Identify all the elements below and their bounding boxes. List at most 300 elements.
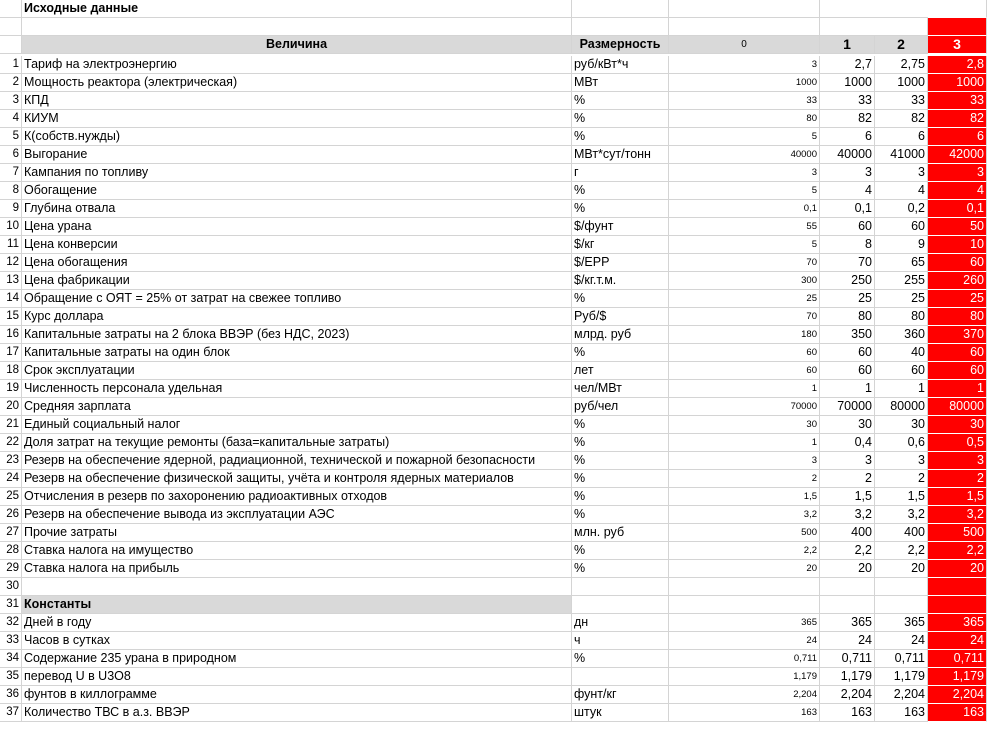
row-unit[interactable]: руб/кВт*ч [572, 56, 669, 74]
value-col0[interactable]: 0,1 [669, 200, 820, 218]
value-col2[interactable]: 4 [875, 182, 928, 200]
value-col2[interactable] [875, 578, 928, 596]
row-unit[interactable]: % [572, 290, 669, 308]
section-row [0, 596, 987, 614]
value-col3[interactable]: 0,5 [928, 434, 987, 452]
row-name[interactable]: Отчисления в резерв по захоронению радиоактивных отходов [22, 488, 572, 506]
row-unit[interactable]: % [572, 416, 669, 434]
row-name[interactable]: Прочие затраты [22, 524, 572, 542]
row-number[interactable]: 11 [0, 236, 22, 254]
value-col2[interactable]: 365 [875, 614, 928, 632]
value-col2[interactable]: 2,75 [875, 56, 928, 74]
row-unit[interactable] [572, 596, 669, 614]
row-name[interactable]: Выгорание [22, 146, 572, 164]
value-col1[interactable]: 82 [820, 110, 875, 128]
value-col2[interactable]: 60 [875, 218, 928, 236]
value-col3[interactable]: 25 [928, 290, 987, 308]
row-name[interactable]: Глубина отвала [22, 200, 572, 218]
row-name[interactable]: Часов в сутках [22, 632, 572, 650]
row-number[interactable]: 25 [0, 488, 22, 506]
row-unit[interactable]: ч [572, 632, 669, 650]
row-number[interactable]: 18 [0, 362, 22, 380]
value-col3[interactable]: 370 [928, 326, 987, 344]
value-col3[interactable]: 80000 [928, 398, 987, 416]
row-name[interactable]: Капитальные затраты на один блок [22, 344, 572, 362]
value-col1[interactable]: 40000 [820, 146, 875, 164]
value-col2[interactable]: 163 [875, 704, 928, 722]
value-col2[interactable]: 41000 [875, 146, 928, 164]
value-col0[interactable]: 365 [669, 614, 820, 632]
row-number[interactable]: 29 [0, 560, 22, 578]
value-col0[interactable]: 20 [669, 560, 820, 578]
row-name[interactable]: Обращение с ОЯТ = 25% от затрат на свежее топливо [22, 290, 572, 308]
value-col3[interactable]: 80 [928, 308, 987, 326]
value-col0[interactable]: 3 [669, 452, 820, 470]
value-col1[interactable] [820, 596, 875, 614]
row-number[interactable]: 20 [0, 398, 22, 416]
header-col3[interactable]: 3 [928, 36, 987, 54]
row-number[interactable]: 26 [0, 506, 22, 524]
value-col2[interactable]: 24 [875, 632, 928, 650]
value-col0[interactable]: 33 [669, 92, 820, 110]
value-col1[interactable]: 60 [820, 218, 875, 236]
row-number[interactable]: 3 [0, 92, 22, 110]
row-unit[interactable]: млн. руб [572, 524, 669, 542]
value-col0[interactable]: 60 [669, 344, 820, 362]
value-col1[interactable]: 6 [820, 128, 875, 146]
row-number[interactable]: 22 [0, 434, 22, 452]
value-col2[interactable]: 3 [875, 452, 928, 470]
row-name[interactable]: Капитальные затраты на 2 блока ВВЭР (без НДС, 2023) [22, 326, 572, 344]
value-col0[interactable]: 2,204 [669, 686, 820, 704]
value-col0[interactable]: 70000 [669, 398, 820, 416]
row-unit[interactable] [572, 578, 669, 596]
row-name[interactable]: Дней в году [22, 614, 572, 632]
row-number[interactable]: 13 [0, 272, 22, 290]
row-name[interactable]: Кампания по топливу [22, 164, 572, 182]
row-unit[interactable]: руб/чел [572, 398, 669, 416]
value-col1[interactable]: 1000 [820, 74, 875, 92]
row-number[interactable]: 14 [0, 290, 22, 308]
value-col3[interactable]: 0,1 [928, 200, 987, 218]
row-name[interactable]: Количество ТВС в а.з. ВВЭР [22, 704, 572, 722]
value-col3[interactable] [928, 578, 987, 596]
value-col2[interactable]: 9 [875, 236, 928, 254]
table-row [0, 362, 987, 380]
value-col0[interactable]: 1,179 [669, 668, 820, 686]
value-col1[interactable]: 4 [820, 182, 875, 200]
value-col2[interactable]: 1000 [875, 74, 928, 92]
row-name[interactable]: Единый социальный налог [22, 416, 572, 434]
row-number[interactable]: 1 [0, 56, 22, 74]
value-col1[interactable]: 1,5 [820, 488, 875, 506]
value-col0[interactable]: 5 [669, 128, 820, 146]
value-col1[interactable]: 0,4 [820, 434, 875, 452]
value-col2[interactable]: 2 [875, 470, 928, 488]
header-unit[interactable]: Размерность [572, 36, 669, 54]
value-col1[interactable]: 1 [820, 380, 875, 398]
value-col3[interactable]: 10 [928, 236, 987, 254]
header-col0[interactable]: 0 [669, 36, 820, 54]
value-col2[interactable]: 80000 [875, 398, 928, 416]
row-name[interactable]: Резерв на обеспечение вывода из эксплуатации АЭС [22, 506, 572, 524]
value-col1[interactable]: 70000 [820, 398, 875, 416]
table-row [0, 128, 987, 146]
cell[interactable] [928, 0, 987, 18]
value-col2[interactable]: 0,711 [875, 650, 928, 668]
value-col3[interactable]: 2,204 [928, 686, 987, 704]
row-name[interactable]: Срок эксплуатации [22, 362, 572, 380]
value-col0[interactable]: 3,2 [669, 506, 820, 524]
row-number[interactable]: 35 [0, 668, 22, 686]
value-col2[interactable]: 255 [875, 272, 928, 290]
value-col1[interactable]: 60 [820, 344, 875, 362]
row-number[interactable]: 4 [0, 110, 22, 128]
value-col0[interactable] [669, 596, 820, 614]
table-row [0, 56, 987, 74]
value-col1[interactable]: 20 [820, 560, 875, 578]
value-col0[interactable]: 2 [669, 470, 820, 488]
cell[interactable] [875, 18, 928, 36]
row-number[interactable]: 34 [0, 650, 22, 668]
table-row [0, 632, 987, 650]
row-number[interactable]: 28 [0, 542, 22, 560]
value-col2[interactable]: 60 [875, 362, 928, 380]
value-col2[interactable]: 1,179 [875, 668, 928, 686]
value-col2[interactable]: 0,2 [875, 200, 928, 218]
value-col0[interactable]: 30 [669, 416, 820, 434]
value-col3[interactable]: 365 [928, 614, 987, 632]
value-col2[interactable]: 40 [875, 344, 928, 362]
row-unit[interactable]: Руб/$ [572, 308, 669, 326]
cell[interactable] [572, 18, 669, 36]
value-col0[interactable]: 3 [669, 56, 820, 74]
row-name[interactable]: КПД [22, 92, 572, 110]
table-row [0, 290, 987, 308]
table-row [0, 74, 987, 92]
value-col1[interactable]: 80 [820, 308, 875, 326]
value-col1[interactable]: 163 [820, 704, 875, 722]
row-unit[interactable]: % [572, 182, 669, 200]
table-row [0, 92, 987, 110]
row-name[interactable]: К(собств.нужды) [22, 128, 572, 146]
value-col0[interactable]: 5 [669, 236, 820, 254]
value-col0[interactable]: 1 [669, 434, 820, 452]
cell[interactable] [820, 18, 875, 36]
value-col1[interactable]: 350 [820, 326, 875, 344]
row-number[interactable]: 6 [0, 146, 22, 164]
value-col3[interactable]: 4 [928, 182, 987, 200]
row-name[interactable]: Численность персонала удельная [22, 380, 572, 398]
row-unit[interactable]: % [572, 470, 669, 488]
value-col1[interactable]: 400 [820, 524, 875, 542]
row-name[interactable]: Резерв на обеспечение ядерной, радиационной, технической и пожарной безопасности [22, 452, 572, 470]
table-row [0, 218, 987, 236]
cell[interactable] [22, 18, 572, 36]
value-col2[interactable]: 80 [875, 308, 928, 326]
value-col0[interactable]: 80 [669, 110, 820, 128]
value-col0[interactable]: 5 [669, 182, 820, 200]
value-col3[interactable]: 0,711 [928, 650, 987, 668]
value-col0[interactable]: 24 [669, 632, 820, 650]
value-col3[interactable]: 3 [928, 164, 987, 182]
table-row [0, 650, 987, 668]
value-col1[interactable] [820, 578, 875, 596]
value-col2[interactable]: 1,5 [875, 488, 928, 506]
row-unit[interactable]: млрд. руб [572, 326, 669, 344]
row-name[interactable]: Ставка налога на имущество [22, 542, 572, 560]
value-col2[interactable]: 1 [875, 380, 928, 398]
row-unit[interactable]: МВт [572, 74, 669, 92]
row-unit[interactable]: дн [572, 614, 669, 632]
table-row [0, 380, 987, 398]
value-col1[interactable]: 70 [820, 254, 875, 272]
value-col0[interactable]: 70 [669, 308, 820, 326]
value-col3[interactable]: 30 [928, 416, 987, 434]
value-col3[interactable]: 2,8 [928, 56, 987, 74]
row-number[interactable]: 7 [0, 164, 22, 182]
value-col3[interactable]: 82 [928, 110, 987, 128]
value-col2[interactable]: 30 [875, 416, 928, 434]
value-col0[interactable]: 60 [669, 362, 820, 380]
row-name[interactable]: Содержание 235 урана в природном [22, 650, 572, 668]
value-col2[interactable]: 360 [875, 326, 928, 344]
cell[interactable] [928, 18, 987, 36]
value-col3[interactable]: 60 [928, 254, 987, 272]
row-unit[interactable]: % [572, 542, 669, 560]
row-number[interactable]: 32 [0, 614, 22, 632]
value-col3[interactable]: 2 [928, 470, 987, 488]
value-col1[interactable]: 0,711 [820, 650, 875, 668]
value-col3[interactable]: 3 [928, 452, 987, 470]
value-col1[interactable]: 2,2 [820, 542, 875, 560]
row-unit[interactable]: $/кг.т.м. [572, 272, 669, 290]
value-col1[interactable]: 2 [820, 470, 875, 488]
row-name[interactable]: КИУМ [22, 110, 572, 128]
value-col0[interactable]: 1,5 [669, 488, 820, 506]
value-col2[interactable]: 82 [875, 110, 928, 128]
table-row [0, 488, 987, 506]
row-name[interactable]: перевод U в U3O8 [22, 668, 572, 686]
table-row [0, 614, 987, 632]
value-col2[interactable]: 20 [875, 560, 928, 578]
value-col2[interactable]: 2,204 [875, 686, 928, 704]
row-unit[interactable]: % [572, 434, 669, 452]
row-unit[interactable]: % [572, 650, 669, 668]
value-col3[interactable]: 20 [928, 560, 987, 578]
row-name[interactable]: Цена обогащения [22, 254, 572, 272]
row-name[interactable]: Средняя зарплата [22, 398, 572, 416]
value-col3[interactable] [928, 596, 987, 614]
row-number[interactable]: 37 [0, 704, 22, 722]
row-name[interactable]: Тариф на электроэнергию [22, 56, 572, 74]
value-col1[interactable]: 30 [820, 416, 875, 434]
row-unit[interactable]: чел/МВт [572, 380, 669, 398]
row-number[interactable] [0, 0, 22, 18]
row-unit[interactable] [572, 668, 669, 686]
row-number[interactable]: 5 [0, 128, 22, 146]
value-col3[interactable]: 1,5 [928, 488, 987, 506]
row-name[interactable]: Курс доллара [22, 308, 572, 326]
row-unit[interactable]: $/кг [572, 236, 669, 254]
value-col1[interactable]: 3,2 [820, 506, 875, 524]
value-col3[interactable]: 1 [928, 380, 987, 398]
value-col0[interactable]: 1000 [669, 74, 820, 92]
row-unit[interactable]: % [572, 560, 669, 578]
value-col1[interactable]: 2,204 [820, 686, 875, 704]
cell[interactable] [669, 18, 820, 36]
row-unit[interactable]: $/фунт [572, 218, 669, 236]
row-name[interactable]: Мощность реактора (электрическая) [22, 74, 572, 92]
value-col0[interactable]: 180 [669, 326, 820, 344]
row-number[interactable]: 16 [0, 326, 22, 344]
value-col3[interactable]: 3,2 [928, 506, 987, 524]
table-row [0, 236, 987, 254]
value-col0[interactable]: 1 [669, 380, 820, 398]
value-col3[interactable]: 60 [928, 362, 987, 380]
row-name[interactable]: Цена конверсии [22, 236, 572, 254]
row-name[interactable]: Резерв на обеспечение физической защиты, учёта и контроля ядерных материалов [22, 470, 572, 488]
cell[interactable] [875, 0, 928, 18]
value-col2[interactable] [875, 596, 928, 614]
row-name[interactable]: Доля затрат на текущие ремонты (база=капитальные затраты) [22, 434, 572, 452]
value-col0[interactable] [669, 578, 820, 596]
row-unit[interactable]: $/ЕРР [572, 254, 669, 272]
row-number[interactable]: 30 [0, 578, 22, 596]
row-unit[interactable]: % [572, 128, 669, 146]
table-row [0, 560, 987, 578]
row-number[interactable]: 8 [0, 182, 22, 200]
row-number[interactable]: 31 [0, 596, 22, 614]
value-col3[interactable]: 2,2 [928, 542, 987, 560]
value-col3[interactable]: 33 [928, 92, 987, 110]
value-col0[interactable]: 2,2 [669, 542, 820, 560]
value-col2[interactable]: 33 [875, 92, 928, 110]
row-number[interactable]: 36 [0, 686, 22, 704]
row-unit[interactable]: % [572, 488, 669, 506]
row-unit[interactable]: % [572, 506, 669, 524]
value-col3[interactable]: 1000 [928, 74, 987, 92]
sheet-title[interactable]: Исходные данные [22, 0, 572, 18]
row-name[interactable]: Константы [22, 596, 572, 614]
row-unit[interactable]: МВт*сут/тонн [572, 146, 669, 164]
value-col1[interactable]: 3 [820, 164, 875, 182]
table-row [0, 452, 987, 470]
row-unit[interactable]: фунт/кг [572, 686, 669, 704]
row-number[interactable]: 12 [0, 254, 22, 272]
value-col0[interactable]: 25 [669, 290, 820, 308]
table-row [0, 398, 987, 416]
cell[interactable] [820, 0, 875, 18]
row-name[interactable]: Цена урана [22, 218, 572, 236]
value-col2[interactable]: 6 [875, 128, 928, 146]
value-col1[interactable]: 8 [820, 236, 875, 254]
row-number[interactable]: 33 [0, 632, 22, 650]
value-col3[interactable]: 1,179 [928, 668, 987, 686]
value-col2[interactable]: 3,2 [875, 506, 928, 524]
row-unit[interactable]: г [572, 164, 669, 182]
row-unit[interactable]: % [572, 452, 669, 470]
row-number[interactable]: 24 [0, 470, 22, 488]
value-col1[interactable]: 33 [820, 92, 875, 110]
row-name[interactable]: Обогащение [22, 182, 572, 200]
value-col2[interactable]: 3 [875, 164, 928, 182]
value-col0[interactable]: 70 [669, 254, 820, 272]
value-col1[interactable]: 60 [820, 362, 875, 380]
row-name[interactable] [22, 578, 572, 596]
value-col0[interactable]: 3 [669, 164, 820, 182]
value-col3[interactable]: 260 [928, 272, 987, 290]
value-col3[interactable]: 24 [928, 632, 987, 650]
value-col3[interactable]: 163 [928, 704, 987, 722]
value-col1[interactable]: 25 [820, 290, 875, 308]
value-col3[interactable]: 500 [928, 524, 987, 542]
row-unit[interactable]: % [572, 200, 669, 218]
value-col1[interactable]: 2,7 [820, 56, 875, 74]
row-name[interactable]: фунтов в киллограмме [22, 686, 572, 704]
cell[interactable] [572, 0, 669, 18]
value-col1[interactable]: 365 [820, 614, 875, 632]
value-col2[interactable]: 65 [875, 254, 928, 272]
value-col0[interactable]: 300 [669, 272, 820, 290]
value-col1[interactable]: 24 [820, 632, 875, 650]
row-unit[interactable]: % [572, 110, 669, 128]
row-number[interactable]: 10 [0, 218, 22, 236]
value-col3[interactable]: 6 [928, 128, 987, 146]
row-number[interactable]: 23 [0, 452, 22, 470]
row-number[interactable] [0, 18, 22, 36]
row-name[interactable]: Ставка налога на прибыль [22, 560, 572, 578]
value-col2[interactable]: 2,2 [875, 542, 928, 560]
value-col1[interactable]: 3 [820, 452, 875, 470]
row-number[interactable]: 19 [0, 380, 22, 398]
value-col2[interactable]: 0,6 [875, 434, 928, 452]
value-col1[interactable]: 250 [820, 272, 875, 290]
value-col1[interactable]: 0,1 [820, 200, 875, 218]
table-row [0, 524, 987, 542]
value-col3[interactable]: 60 [928, 344, 987, 362]
value-col0[interactable]: 163 [669, 704, 820, 722]
value-col1[interactable]: 1,179 [820, 668, 875, 686]
empty-row [0, 18, 987, 36]
row-unit[interactable]: лет [572, 362, 669, 380]
table-row [0, 434, 987, 452]
row-number[interactable] [0, 36, 22, 54]
value-col0[interactable]: 500 [669, 524, 820, 542]
value-col3[interactable]: 50 [928, 218, 987, 236]
header-col1[interactable]: 1 [820, 36, 875, 54]
value-col3[interactable]: 42000 [928, 146, 987, 164]
row-unit[interactable]: штук [572, 704, 669, 722]
cell[interactable] [669, 0, 820, 18]
value-col2[interactable]: 400 [875, 524, 928, 542]
row-name[interactable]: Цена фабрикации [22, 272, 572, 290]
header-col2[interactable]: 2 [875, 36, 928, 54]
value-col0[interactable]: 40000 [669, 146, 820, 164]
value-col0[interactable]: 55 [669, 218, 820, 236]
header-name[interactable]: Величина [22, 36, 572, 54]
row-number[interactable]: 2 [0, 74, 22, 92]
row-number[interactable]: 17 [0, 344, 22, 362]
row-number[interactable]: 21 [0, 416, 22, 434]
row-number[interactable]: 9 [0, 200, 22, 218]
row-unit[interactable]: % [572, 92, 669, 110]
value-col0[interactable]: 0,711 [669, 650, 820, 668]
value-col2[interactable]: 25 [875, 290, 928, 308]
row-unit[interactable]: % [572, 344, 669, 362]
row-number[interactable]: 15 [0, 308, 22, 326]
row-number[interactable]: 27 [0, 524, 22, 542]
